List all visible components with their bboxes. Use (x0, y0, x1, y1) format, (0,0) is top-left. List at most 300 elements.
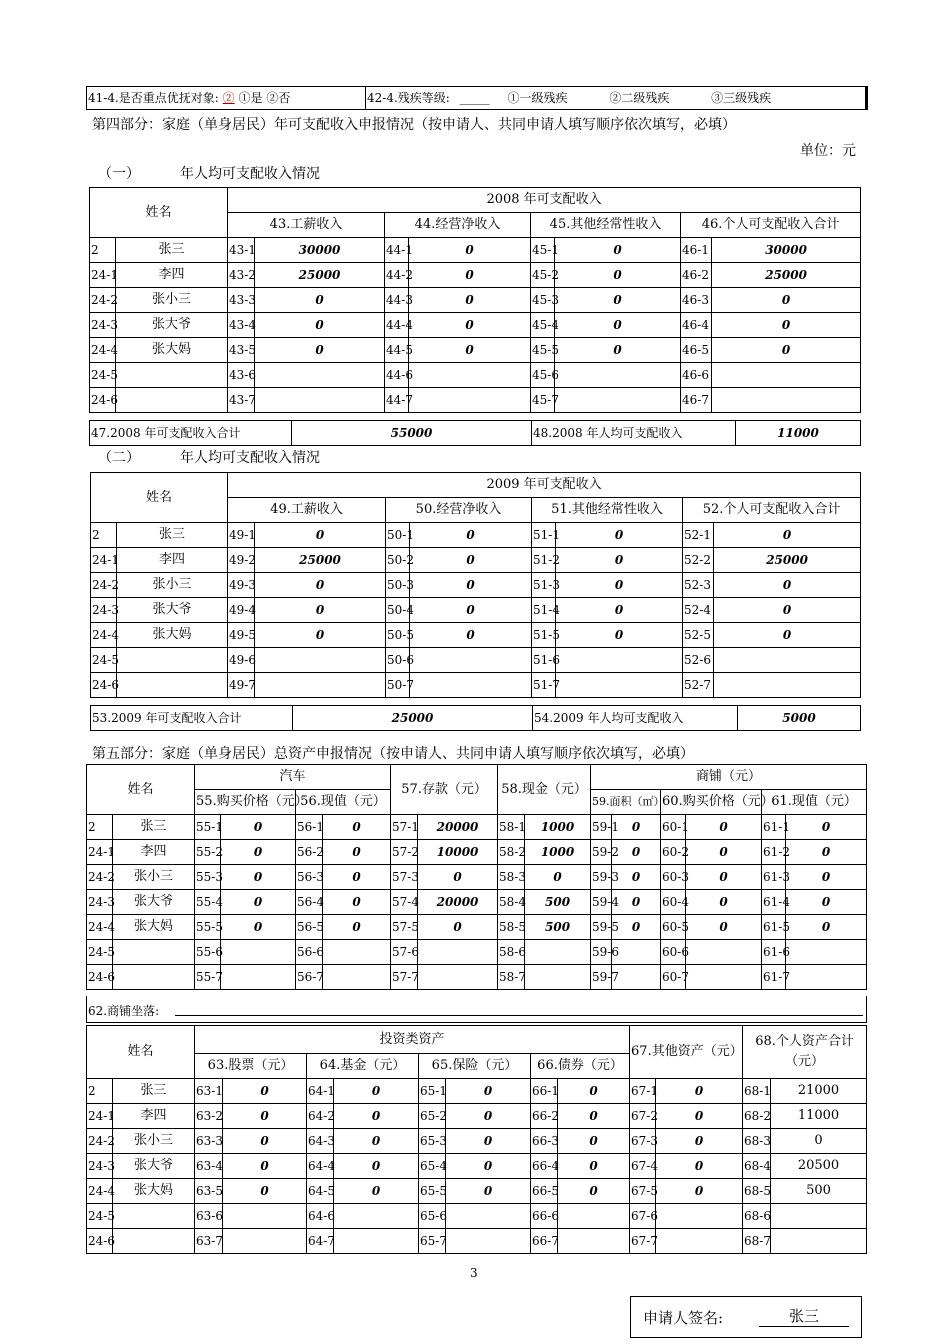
q42-option-1: ①一级残疾 (507, 91, 568, 105)
item-code: 60-7 (661, 965, 686, 990)
table-row (91, 648, 861, 673)
item-value: 0 (786, 865, 867, 890)
col-header-59: 59.面积（㎡） (591, 790, 661, 815)
item-value (446, 1229, 531, 1254)
total-2009-value: 25000 (293, 706, 533, 731)
item-code: 64-4 (307, 1154, 334, 1179)
item-value: 0 (612, 890, 661, 915)
item-code: 49-4 (228, 598, 255, 623)
item-value: 0 (556, 623, 683, 648)
item-value: 0 (558, 1154, 630, 1179)
item-code: 51-2 (532, 548, 556, 573)
item-value: 0 (714, 623, 861, 648)
item-value: 0 (714, 598, 861, 623)
signature-label: 申请人签名: (643, 1309, 724, 1327)
item-value: 0 (418, 865, 498, 890)
item-value: 0 (446, 1154, 531, 1179)
table-row (91, 523, 861, 548)
item-code: 46-1 (681, 238, 712, 263)
item-value: 21000 (771, 1079, 867, 1104)
item-code: 57-5 (391, 915, 418, 940)
item-value (410, 648, 532, 673)
item-value: 0 (656, 1154, 743, 1179)
q42-cell (366, 87, 867, 110)
item-code: 60-3 (661, 865, 686, 890)
item-value: 0 (255, 313, 385, 338)
item-code: 50-6 (386, 648, 410, 673)
item-code: 46-7 (681, 388, 712, 413)
row-number: 2 (91, 523, 117, 548)
item-value (712, 388, 861, 413)
item-value: 20500 (771, 1154, 867, 1179)
member-name: 张三 (116, 238, 228, 263)
item-code: 45-2 (531, 263, 555, 288)
col-header-50: 50.经营净收入 (386, 498, 532, 523)
item-code: 46-4 (681, 313, 712, 338)
item-code: 44-2 (385, 263, 409, 288)
item-value (786, 940, 867, 965)
item-code: 43-1 (228, 238, 255, 263)
item-code: 43-5 (228, 338, 255, 363)
col-header-44: 44.经营净收入 (385, 213, 531, 238)
item-code: 60-4 (661, 890, 686, 915)
item-code: 66-2 (531, 1104, 558, 1129)
member-name: 张大妈 (113, 1179, 195, 1204)
row-number: 24-1 (87, 1104, 113, 1129)
item-code: 59-3 (591, 865, 612, 890)
item-code: 58-3 (498, 865, 525, 890)
item-code: 64-3 (307, 1129, 334, 1154)
member-name (117, 648, 228, 673)
item-code: 66-5 (531, 1179, 558, 1204)
item-code: 64-6 (307, 1204, 334, 1229)
item-value: 0 (686, 890, 762, 915)
item-code: 43-6 (228, 363, 255, 388)
item-value: 0 (255, 338, 385, 363)
table-row (87, 815, 867, 840)
table-row (87, 915, 867, 940)
table-row (87, 890, 867, 915)
section1-title: 年人均可支配收入情况 (180, 166, 320, 182)
row-number: 24-3 (87, 890, 113, 915)
item-code: 61-1 (762, 815, 786, 840)
item-value: 25000 (714, 548, 861, 573)
item-code: 65-2 (419, 1104, 446, 1129)
item-value: 25000 (255, 548, 386, 573)
item-value: 0 (446, 1104, 531, 1129)
item-code: 57-1 (391, 815, 418, 840)
item-code: 52-2 (683, 548, 714, 573)
page-number: 3 (470, 1266, 478, 1280)
item-value: 0 (612, 915, 661, 940)
item-value: 0 (555, 263, 681, 288)
item-code: 56-2 (296, 840, 323, 865)
q41-answer: ② (222, 91, 235, 105)
q41-options: ①是 ②否 (238, 91, 291, 105)
unit-label: 单位：元 (800, 143, 856, 159)
item-value: 0 (409, 338, 531, 363)
item-code: 45-1 (531, 238, 555, 263)
name-header: 姓名 (90, 188, 228, 238)
item-code: 61-6 (762, 940, 786, 965)
name-header: 姓名 (91, 473, 228, 523)
item-value: 0 (525, 865, 591, 890)
item-code: 55-5 (195, 915, 221, 940)
item-value: 0 (418, 915, 498, 940)
item-code: 45-7 (531, 388, 555, 413)
member-name: 张大妈 (116, 338, 228, 363)
member-name (113, 965, 195, 990)
table-row (87, 1204, 867, 1229)
item-code: 66-1 (531, 1079, 558, 1104)
item-value: 0 (410, 548, 532, 573)
item-code: 63-6 (195, 1204, 223, 1229)
col-header-60: 60.购买价格（元） (661, 790, 762, 815)
item-value: 0 (410, 573, 532, 598)
item-value: 0 (409, 238, 531, 263)
col-header-68-line1: 68.个人资产合计 (755, 1034, 854, 1049)
row-number: 2 (87, 1079, 113, 1104)
col-header-66: 66.债券（元） (531, 1054, 630, 1079)
item-code: 44-1 (385, 238, 409, 263)
member-name: 李四 (116, 263, 228, 288)
item-code: 57-2 (391, 840, 418, 865)
row-number: 24-4 (87, 915, 113, 940)
item-code: 50-1 (386, 523, 410, 548)
top-question-row (86, 86, 868, 110)
item-code: 67-1 (630, 1079, 656, 1104)
item-value (555, 363, 681, 388)
member-name: 张小三 (113, 865, 195, 890)
item-value (221, 940, 296, 965)
item-value (418, 965, 498, 990)
item-value (656, 1204, 743, 1229)
table-row (87, 965, 867, 990)
item-code: 52-6 (683, 648, 714, 673)
item-code: 68-6 (743, 1204, 771, 1229)
avg-2009-value: 5000 (738, 706, 861, 731)
table-row (90, 288, 861, 313)
item-value: 0 (556, 548, 683, 573)
item-value: 500 (525, 915, 591, 940)
item-code: 68-3 (743, 1129, 771, 1154)
row-number: 24-5 (87, 1204, 113, 1229)
col-header-57: 57.存款（元） (391, 765, 498, 815)
item-code: 59-5 (591, 915, 612, 940)
item-code: 61-5 (762, 915, 786, 940)
item-value: 0 (221, 815, 296, 840)
item-value: 0 (323, 915, 391, 940)
item-code: 68-2 (743, 1104, 771, 1129)
q41-cell (87, 87, 366, 110)
investment-header: 投资类资产 (195, 1026, 630, 1054)
item-code: 65-1 (419, 1079, 446, 1104)
item-value (714, 648, 861, 673)
item-code: 60-1 (661, 815, 686, 840)
item-code: 63-5 (195, 1179, 223, 1204)
item-code: 64-7 (307, 1229, 334, 1254)
q42-blank: _____ (459, 91, 490, 105)
item-value: 11000 (771, 1104, 867, 1129)
item-value: 0 (255, 573, 386, 598)
item-value (558, 1229, 630, 1254)
member-name: 李四 (113, 1104, 195, 1129)
item-code: 46-2 (681, 263, 712, 288)
item-value (255, 388, 385, 413)
shop-location-field[interactable] (175, 1015, 863, 1016)
table-row (91, 623, 861, 648)
item-code: 64-5 (307, 1179, 334, 1204)
item-code: 46-5 (681, 338, 712, 363)
item-code: 64-1 (307, 1079, 334, 1104)
item-code: 43-3 (228, 288, 255, 313)
signature-name[interactable]: 张三 (759, 1305, 849, 1327)
item-code: 57-3 (391, 865, 418, 890)
col-header-68 (743, 1026, 867, 1079)
item-value: 20000 (418, 815, 498, 840)
member-name: 张小三 (113, 1129, 195, 1154)
item-code: 50-4 (386, 598, 410, 623)
item-value: 0 (555, 238, 681, 263)
income-2008-totals (89, 420, 861, 446)
item-value: 20000 (418, 890, 498, 915)
item-code: 50-7 (386, 673, 410, 698)
total-2009-label: 53.2009 年可支配收入合计 (91, 706, 293, 731)
item-code: 51-5 (532, 623, 556, 648)
row-number: 2 (87, 815, 113, 840)
table-row (87, 1079, 867, 1104)
item-code: 67-6 (630, 1204, 656, 1229)
item-value (555, 388, 681, 413)
investment-table (86, 1025, 867, 1254)
item-code: 45-5 (531, 338, 555, 363)
item-value: 0 (686, 815, 762, 840)
item-code: 65-7 (419, 1229, 446, 1254)
item-value: 0 (612, 840, 661, 865)
item-code: 43-4 (228, 313, 255, 338)
avg-2009-label: 54.2009 年人均可支配收入 (533, 706, 738, 731)
item-code: 61-4 (762, 890, 786, 915)
item-value (409, 388, 531, 413)
item-code: 59-6 (591, 940, 612, 965)
item-code: 59-1 (591, 815, 612, 840)
item-value: 0 (334, 1129, 419, 1154)
item-code: 44-4 (385, 313, 409, 338)
item-code: 52-5 (683, 623, 714, 648)
item-code: 68-5 (743, 1179, 771, 1204)
item-code: 59-2 (591, 840, 612, 865)
member-name (113, 1204, 195, 1229)
item-value: 0 (223, 1179, 307, 1204)
item-code: 55-4 (195, 890, 221, 915)
item-value: 0 (612, 865, 661, 890)
income-2009-table (90, 472, 861, 698)
row-number: 2 (90, 238, 116, 263)
row-number: 24-1 (91, 548, 117, 573)
investment-rows (87, 1079, 867, 1254)
item-value: 25000 (255, 263, 385, 288)
item-value: 0 (686, 840, 762, 865)
col-header-46: 46.个人可支配收入合计 (681, 213, 861, 238)
col-header-52: 52.个人可支配收入合计 (683, 498, 861, 523)
item-code: 66-6 (531, 1204, 558, 1229)
col-header-64: 64.基金（元） (307, 1054, 419, 1079)
item-value (418, 940, 498, 965)
item-value: 0 (410, 598, 532, 623)
member-name: 张大爷 (116, 313, 228, 338)
table-row (87, 1229, 867, 1254)
member-name: 张大妈 (117, 623, 228, 648)
member-name (116, 388, 228, 413)
item-value: 0 (223, 1154, 307, 1179)
item-value: 0 (223, 1079, 307, 1104)
item-value (525, 965, 591, 990)
total-2008-label: 47.2008 年可支配收入合计 (90, 421, 292, 446)
table-row (87, 940, 867, 965)
item-value (556, 648, 683, 673)
item-value: 0 (656, 1179, 743, 1204)
item-code: 44-6 (385, 363, 409, 388)
signature-box (630, 1296, 862, 1338)
item-value: 0 (714, 523, 861, 548)
item-value (323, 965, 391, 990)
item-value: 0 (223, 1129, 307, 1154)
item-value: 0 (221, 890, 296, 915)
item-code: 58-6 (498, 940, 525, 965)
member-name: 张大妈 (113, 915, 195, 940)
table-row (91, 598, 861, 623)
item-code: 58-1 (498, 815, 525, 840)
item-value: 0 (686, 915, 762, 940)
item-value: 0 (771, 1129, 867, 1154)
row-number: 24-1 (87, 840, 113, 865)
member-name: 张大爷 (113, 890, 195, 915)
member-name: 张小三 (116, 288, 228, 313)
item-code: 44-3 (385, 288, 409, 313)
item-value: 0 (555, 288, 681, 313)
assets-table (86, 764, 867, 990)
year-2009-header: 2009 年可支配收入 (228, 473, 861, 498)
item-code: 49-7 (228, 673, 255, 698)
item-code: 58-2 (498, 840, 525, 865)
item-code: 67-3 (630, 1129, 656, 1154)
q42-option-3: ③三级残疾 (711, 91, 772, 105)
item-value: 10000 (418, 840, 498, 865)
col-header-68-line2: （元） (785, 1054, 825, 1069)
item-value: 0 (558, 1104, 630, 1129)
item-value: 500 (771, 1179, 867, 1204)
item-code: 63-1 (195, 1079, 223, 1104)
item-code: 51-3 (532, 573, 556, 598)
assets-rows (87, 815, 867, 990)
q42-option-2: ②二级残疾 (609, 91, 670, 105)
item-code: 65-4 (419, 1154, 446, 1179)
income-2008-table (89, 187, 861, 413)
table-row (87, 1104, 867, 1129)
item-code: 51-1 (532, 523, 556, 548)
member-name: 张大爷 (117, 598, 228, 623)
item-code: 44-7 (385, 388, 409, 413)
item-code: 46-3 (681, 288, 712, 313)
row-number: 24-4 (90, 338, 116, 363)
item-code: 61-2 (762, 840, 786, 865)
member-name: 李四 (117, 548, 228, 573)
item-code: 56-1 (296, 815, 323, 840)
item-code: 57-4 (391, 890, 418, 915)
item-value: 0 (255, 288, 385, 313)
item-code: 55-7 (195, 965, 221, 990)
row-number: 24-6 (87, 965, 113, 990)
table-row (91, 573, 861, 598)
row-number: 24-1 (90, 263, 116, 288)
item-value: 0 (656, 1104, 743, 1129)
table-row (90, 388, 861, 413)
item-value: 0 (558, 1079, 630, 1104)
table-row (91, 548, 861, 573)
item-value: 0 (714, 573, 861, 598)
col-header-63: 63.股票（元） (195, 1054, 307, 1079)
item-value: 0 (612, 815, 661, 840)
avg-2008-label: 48.2008 年人均可支配收入 (532, 421, 736, 446)
item-code: 52-1 (683, 523, 714, 548)
col-header-45: 45.其他经常性收入 (531, 213, 681, 238)
col-header-58: 58.现金（元） (498, 765, 591, 815)
item-code: 50-5 (386, 623, 410, 648)
col-header-55: 55.购买价格（元） (195, 790, 296, 815)
item-value: 0 (555, 313, 681, 338)
item-code: 60-5 (661, 915, 686, 940)
item-value (556, 673, 683, 698)
table-row (87, 840, 867, 865)
item-value (786, 965, 867, 990)
item-code: 59-4 (591, 890, 612, 915)
item-value: 0 (409, 288, 531, 313)
col-header-51: 51.其他经常性收入 (532, 498, 683, 523)
row-number: 24-5 (90, 363, 116, 388)
item-code: 46-6 (681, 363, 712, 388)
row-number: 24-6 (91, 673, 117, 698)
item-value: 0 (556, 523, 683, 548)
item-value: 0 (656, 1079, 743, 1104)
avg-2008-value: 11000 (736, 421, 861, 446)
item-code: 56-5 (296, 915, 323, 940)
table-row (87, 1129, 867, 1154)
item-code: 64-2 (307, 1104, 334, 1129)
item-value: 0 (558, 1129, 630, 1154)
item-code: 67-2 (630, 1104, 656, 1129)
item-value: 0 (446, 1079, 531, 1104)
item-code: 55-3 (195, 865, 221, 890)
shop-header: 商铺（元） (591, 765, 867, 790)
item-value (558, 1204, 630, 1229)
item-value (223, 1229, 307, 1254)
item-code: 45-4 (531, 313, 555, 338)
item-code: 44-5 (385, 338, 409, 363)
item-code: 66-7 (531, 1229, 558, 1254)
item-value: 0 (556, 598, 683, 623)
item-value: 0 (323, 890, 391, 915)
item-code: 58-7 (498, 965, 525, 990)
income-2008-rows (90, 238, 861, 413)
part4-title: 第四部分：家庭（单身居民）年可支配收入申报情况（按申请人、共同申请人填写顺序依次填写，必填） (92, 117, 736, 133)
item-value: 1000 (525, 815, 591, 840)
shop-location-label: 62.商铺坐落: (88, 1004, 160, 1018)
item-code: 68-7 (743, 1229, 771, 1254)
item-code: 65-6 (419, 1204, 446, 1229)
item-value (771, 1204, 867, 1229)
item-value: 0 (409, 263, 531, 288)
item-code: 56-7 (296, 965, 323, 990)
